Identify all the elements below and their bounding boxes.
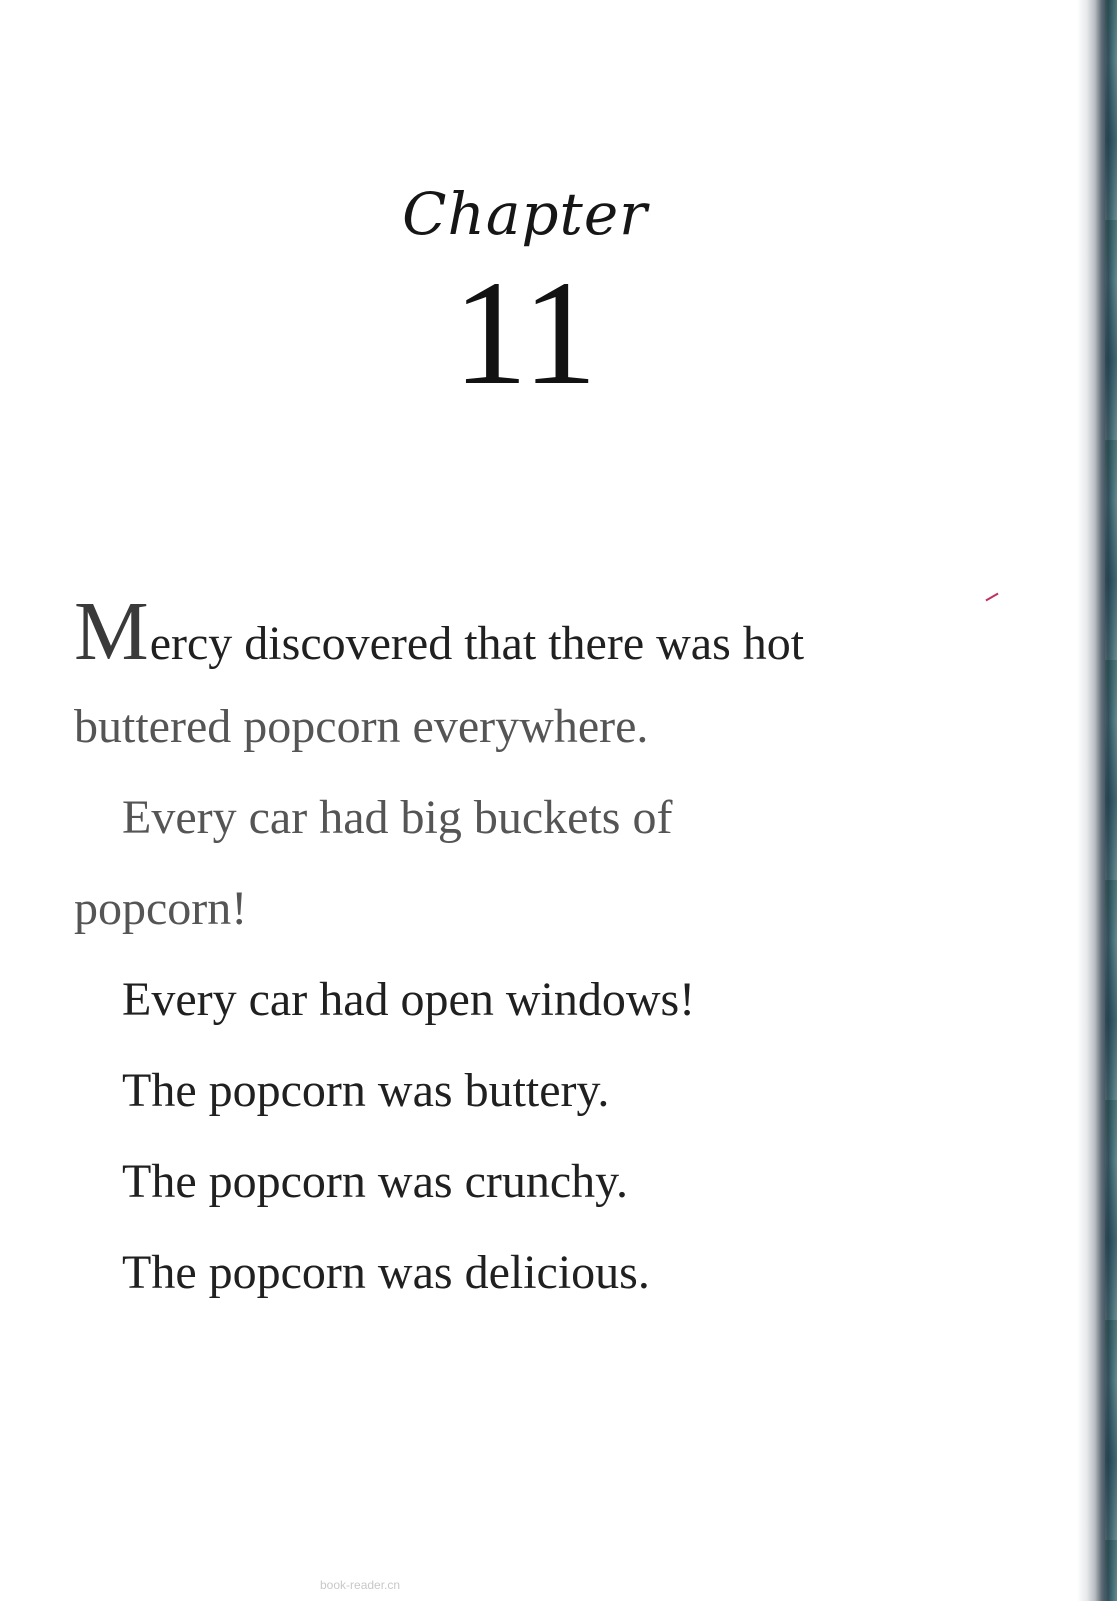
watermark: book-reader.cn — [320, 1578, 401, 1592]
chapter-body-text — [74, 585, 1034, 1318]
chapter-number: 11 — [452, 250, 598, 416]
body-line-text: The popcorn was crunchy. — [122, 1155, 629, 1208]
body-line-8 — [74, 1227, 1034, 1318]
body-line-text: popcorn! — [74, 882, 248, 935]
body-line-text: The popcorn was delicious. — [122, 1246, 650, 1299]
body-line-text: The popcorn was buttery. — [122, 1064, 610, 1117]
body-line-5 — [74, 954, 1034, 1045]
body-line-text: ercy discovered that there was hot — [149, 617, 805, 670]
body-line-1 — [74, 585, 1034, 681]
body-line-text: Every car had big buckets of — [122, 791, 673, 844]
body-line-3 — [74, 772, 1034, 863]
body-line-2 — [74, 681, 1034, 772]
body-line-4 — [74, 863, 1034, 954]
body-line-text: Every car had open windows! — [122, 973, 696, 1026]
body-line-text: buttered popcorn everywhere. — [74, 700, 649, 753]
body-line-6 — [74, 1045, 1034, 1136]
chapter-label: Chapter — [402, 180, 648, 248]
page-edge-shadow — [1077, 0, 1117, 1601]
drop-cap: M — [74, 585, 149, 678]
body-line-7 — [74, 1136, 1034, 1227]
